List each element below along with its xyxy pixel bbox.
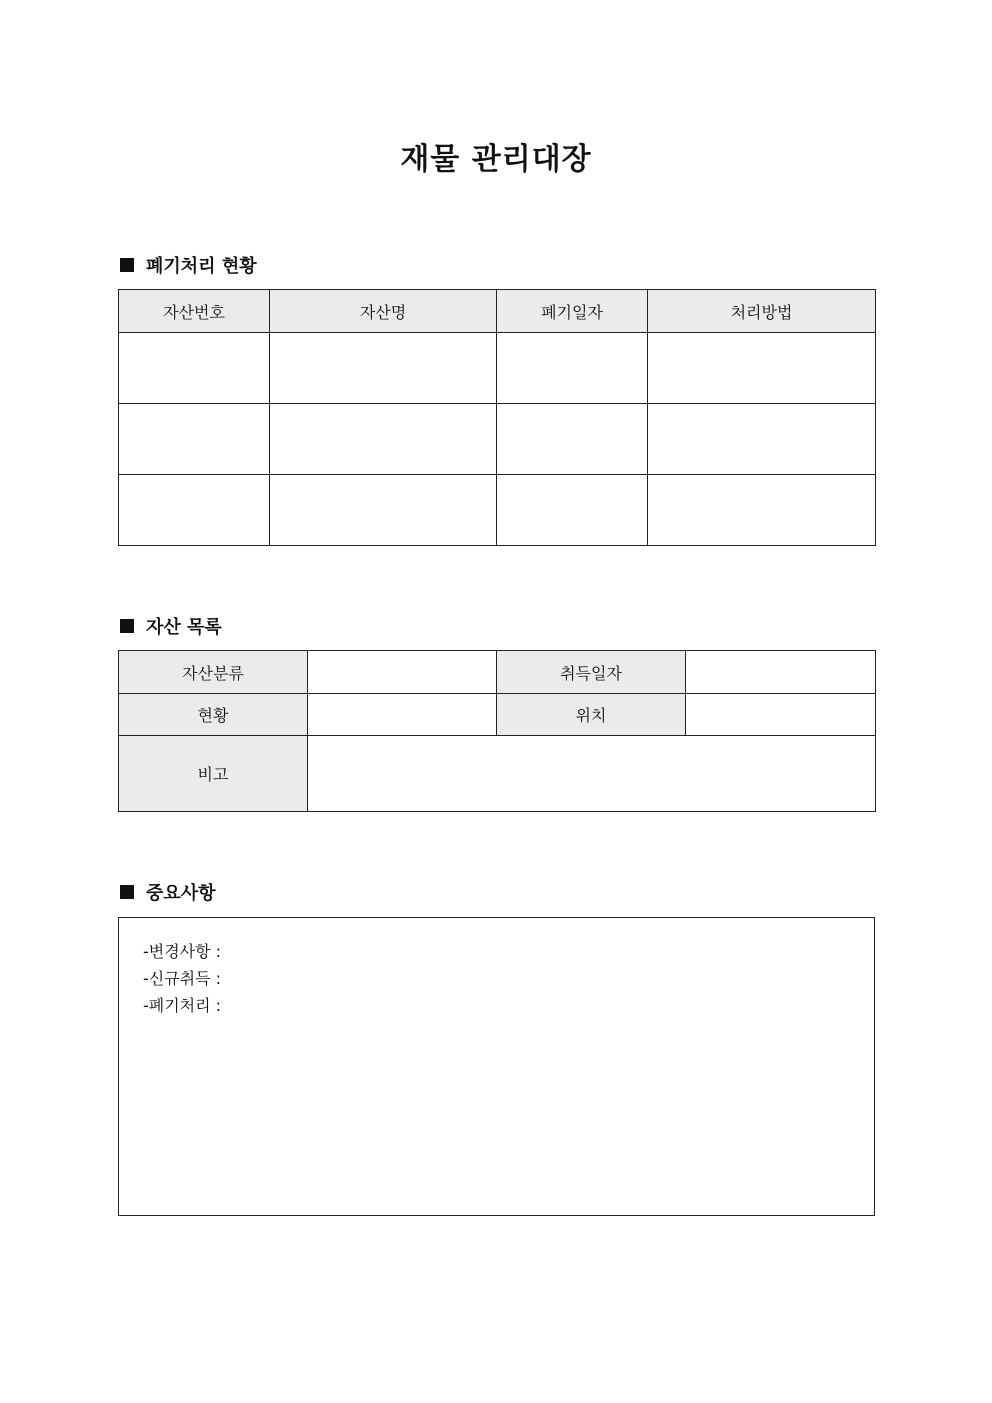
table-row bbox=[119, 475, 876, 546]
document-title: 재물 관리대장 bbox=[400, 142, 592, 177]
column-header-asset-number: 자산번호 bbox=[119, 290, 270, 333]
disposal-method-cell[interactable] bbox=[648, 404, 876, 475]
disposal-date-cell[interactable] bbox=[497, 333, 648, 404]
asset-number-cell[interactable] bbox=[119, 333, 270, 404]
asset-row-status bbox=[119, 694, 876, 736]
important-heading-text: 중요사항 bbox=[146, 883, 216, 904]
disposal-table bbox=[118, 289, 876, 546]
status-label: 현황 bbox=[119, 694, 308, 736]
disposal-header-row bbox=[119, 290, 876, 333]
asset-list-table bbox=[118, 650, 876, 812]
square-bullet-icon bbox=[120, 885, 134, 899]
disposal-date-cell[interactable] bbox=[497, 475, 648, 546]
asset-name-cell[interactable] bbox=[270, 404, 497, 475]
asset-row-remarks bbox=[119, 736, 876, 812]
asset-number-cell[interactable] bbox=[119, 475, 270, 546]
note-item-disposal: -폐기처리 : bbox=[143, 996, 222, 1015]
note-item-new-acquisition: -신규취득 : bbox=[143, 969, 222, 988]
important-notes-list bbox=[143, 938, 221, 1019]
remarks-label: 비고 bbox=[119, 736, 308, 812]
status-value[interactable] bbox=[308, 694, 497, 736]
asset-category-value[interactable] bbox=[308, 651, 497, 694]
remarks-value[interactable] bbox=[308, 736, 876, 812]
asset-number-cell[interactable] bbox=[119, 404, 270, 475]
disposal-section-heading bbox=[120, 252, 257, 278]
table-row bbox=[119, 333, 876, 404]
important-section-heading bbox=[120, 879, 216, 905]
disposal-method-cell[interactable] bbox=[648, 475, 876, 546]
square-bullet-icon bbox=[120, 258, 134, 272]
asset-list-heading-text: 자산 목록 bbox=[146, 617, 222, 638]
acquisition-date-label: 취득일자 bbox=[497, 651, 686, 694]
asset-name-cell[interactable] bbox=[270, 333, 497, 404]
important-notes-box[interactable] bbox=[118, 917, 875, 1216]
column-header-asset-name: 자산명 bbox=[270, 290, 497, 333]
asset-name-cell[interactable] bbox=[270, 475, 497, 546]
location-value[interactable] bbox=[686, 694, 876, 736]
asset-row-category bbox=[119, 651, 876, 694]
square-bullet-icon bbox=[120, 619, 134, 633]
table-row bbox=[119, 404, 876, 475]
disposal-method-cell[interactable] bbox=[648, 333, 876, 404]
disposal-date-cell[interactable] bbox=[497, 404, 648, 475]
acquisition-date-value[interactable] bbox=[686, 651, 876, 694]
column-header-disposal-date: 폐기일자 bbox=[497, 290, 648, 333]
asset-category-label: 자산분류 bbox=[119, 651, 308, 694]
asset-list-section-heading bbox=[120, 613, 222, 639]
column-header-disposal-method: 처리방법 bbox=[648, 290, 876, 333]
disposal-heading-text: 폐기처리 현황 bbox=[146, 256, 257, 277]
location-label: 위치 bbox=[497, 694, 686, 736]
note-item-changes: -변경사항 : bbox=[143, 942, 222, 961]
